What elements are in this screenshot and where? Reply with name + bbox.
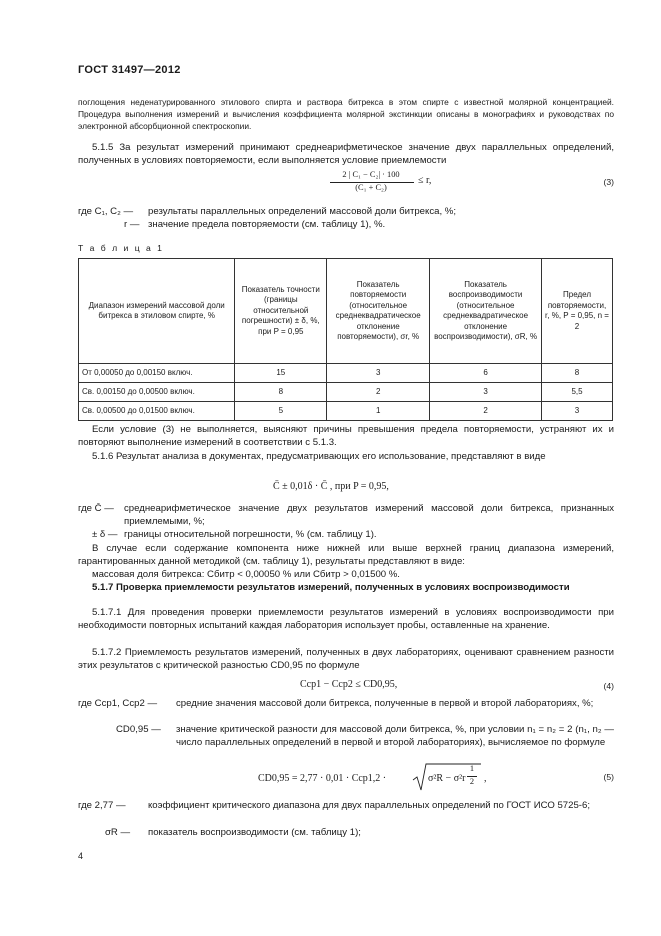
formula-5-tail: , [484,773,487,784]
table-cell: 8 [542,364,613,383]
table-header-cell: Показатель повторяемости (относительное среднеквадратическое отклонение повторяемости), σr, % [327,259,430,364]
table-cell: Св. 0,00150 до 0,00500 включ. [79,383,235,402]
table-cell: 1 [327,402,430,421]
formula-5-number: (5) [603,772,614,782]
definition-sigma-r-lead: σR — [105,827,131,838]
page-number: 4 [78,851,84,861]
definition-277-lead: где 2,77 — [78,800,126,811]
formula-4-number: (4) [603,681,614,691]
definition-ccp-lead: где Cср1, Cср2 — [78,698,158,709]
table-cell: 5 [235,402,327,421]
table-row [79,383,613,402]
formula-3-denominator: (C₁ + C₂) [355,183,387,192]
formula-3-tail: ≤ r, [418,175,432,186]
table-header-cell: Показатель воспроизводимости (относительное среднеквадратическое отклонение воспроизводимости), σR, % [430,259,542,364]
table-cell: 3 [430,383,542,402]
formula-5-radicand: σ²R − σ²r [428,773,466,784]
formula-3-numerator: 2 | C₁ − C₂| · 100 [342,170,400,179]
formula-3-number: (3) [603,177,614,187]
definition-c1-c2-lead: где C₁, C₂ — [78,206,134,217]
definition-sigma-r-text: показатель воспроизводимости (см. таблицу 1); [148,827,361,838]
table-cell: Св. 0,00500 до 0,01500 включ. [79,402,235,421]
table-cell: От 0,00050 до 0,00150 включ. [79,364,235,383]
table-cell: 3 [542,402,613,421]
table-cell: 5,5 [542,383,613,402]
intro-paragraph: поглощения неденатурированного этилового спирта и раствора битрекса в этом спирте с известной молярной концентрацией. Процедура выполнения измерений и вычисления коэффициента молярной экстинкции описаны в монографиях и руководствах по электронной абсорбционной спектроскопии. [78,97,614,131]
section-5-1-7-1-paragraph: 5.1.7.1 Для проведения проверки приемлемости результатов измерений в условиях воспроизводимости при необходимости повторных испытаний каждая лаборатория использует пробы, оставленные на хранение. [78,607,614,631]
table-cell: 15 [235,364,327,383]
table-header-cell: Диапазон измерений массовой доли битрекса в этиловом спирте, % [79,259,235,364]
formula-5-half-numerator: 1 [469,764,475,773]
definition-277-text: коэффициент критического диапазона для двух параллельных определений по ГОСТ ИСО 5725-6; [148,800,590,811]
formula-4: Cср1 − Cср2 ≤ CD0,95, [300,679,398,690]
definition-delta-text: границы относительной погрешности, % (см. таблицу 1). [124,529,377,540]
section-5-1-7-heading: 5.1.7 Проверка приемлемости результатов измерений, полученных в условиях воспроизводимости [92,582,570,593]
table-row [79,364,613,383]
table-header-cell: Предел повторяемости, r, %, P = 0,95, n = 2 [542,259,613,364]
table-cell: 2 [327,383,430,402]
table-row [79,402,613,421]
condition-paragraph: Если условие (3) не выполняется, выясняют причины превышения предела повторяемости, устраняют их и повторяют выполнение измерений в соответствии с 5.1.3. [78,424,614,448]
definition-delta-lead: ± δ — [92,529,118,540]
table-cell: 2 [430,402,542,421]
formula-result: C̄ ± 0,01δ · C̄ , при P = 0,95, [273,481,389,492]
table-caption: Т а б л и ц а 1 [78,243,164,253]
definition-cd-text: значение критической разности для массовой доли битрекса, %, при условии n₁ = n₂ = 2 (n₁, n₂ — число параллельных определений в первой и второй лабораториях), вычисляемое по формуле [176,724,614,748]
formula-5-left: CD0,95 = 2,77 · 0,01 · Cср1,2 · [258,773,387,784]
table-cell: 3 [327,364,430,383]
table-cell: 6 [430,364,542,383]
definition-c-mean-lead: где C̄ — [78,503,114,514]
definition-ccp-text: средние значения массовой доли битрекса, полученные в первой и второй лабораториях, %; [176,698,594,709]
document-header: ГОСТ 31497—2012 [78,64,181,76]
table-header-cell: Показатель точности (границы относительной погрешности) ± δ, %, при P = 0,95 [235,259,327,364]
data-table [78,258,613,421]
table-cell: 8 [235,383,327,402]
definition-r-lead: r — [124,219,140,230]
section-5-1-7-2-paragraph: 5.1.7.2 Приемлемость результатов измерений, полученных в двух лабораториях, оценивают сравнением разности этих результатов с критической разностью CD0,95 по формуле [78,647,614,671]
section-5-1-6-paragraph: 5.1.6 Результат анализа в документах, предусматривающих его использование, представляют в виде [92,451,546,462]
definition-r-text: значение предела повторяемости (см. таблицу 1), %. [148,219,386,230]
section-5-1-5-paragraph: 5.1.5 За результат измерений принимают среднеарифметическое значение двух параллельных определений, полученных в условиях повторяемости, если выполняется условие приемлемости [78,142,614,166]
definition-c-mean-text: среднеарифметическое значение двух результатов измерений массовой доли битрекса, признанных приемлемыми, %; [124,503,614,527]
table-header-row [79,259,613,364]
definition-cd-lead: CD0,95 — [116,724,161,735]
formula-5-half-denominator: 2 [469,777,475,786]
definition-c1-c2-text: результаты параллельных определений массовой доли битрекса, %; [148,206,456,217]
bitrex-result-line: массовая доля битрекса: Cбитр < 0,00050 % или Cбитр > 0,01500 %. [92,569,400,580]
range-paragraph: В случае если содержание компонента ниже нижней или выше верхней границ диапазона измерений, гарантированных данной методикой (см. таблицу 1), результаты представляют в виде: [78,543,614,567]
